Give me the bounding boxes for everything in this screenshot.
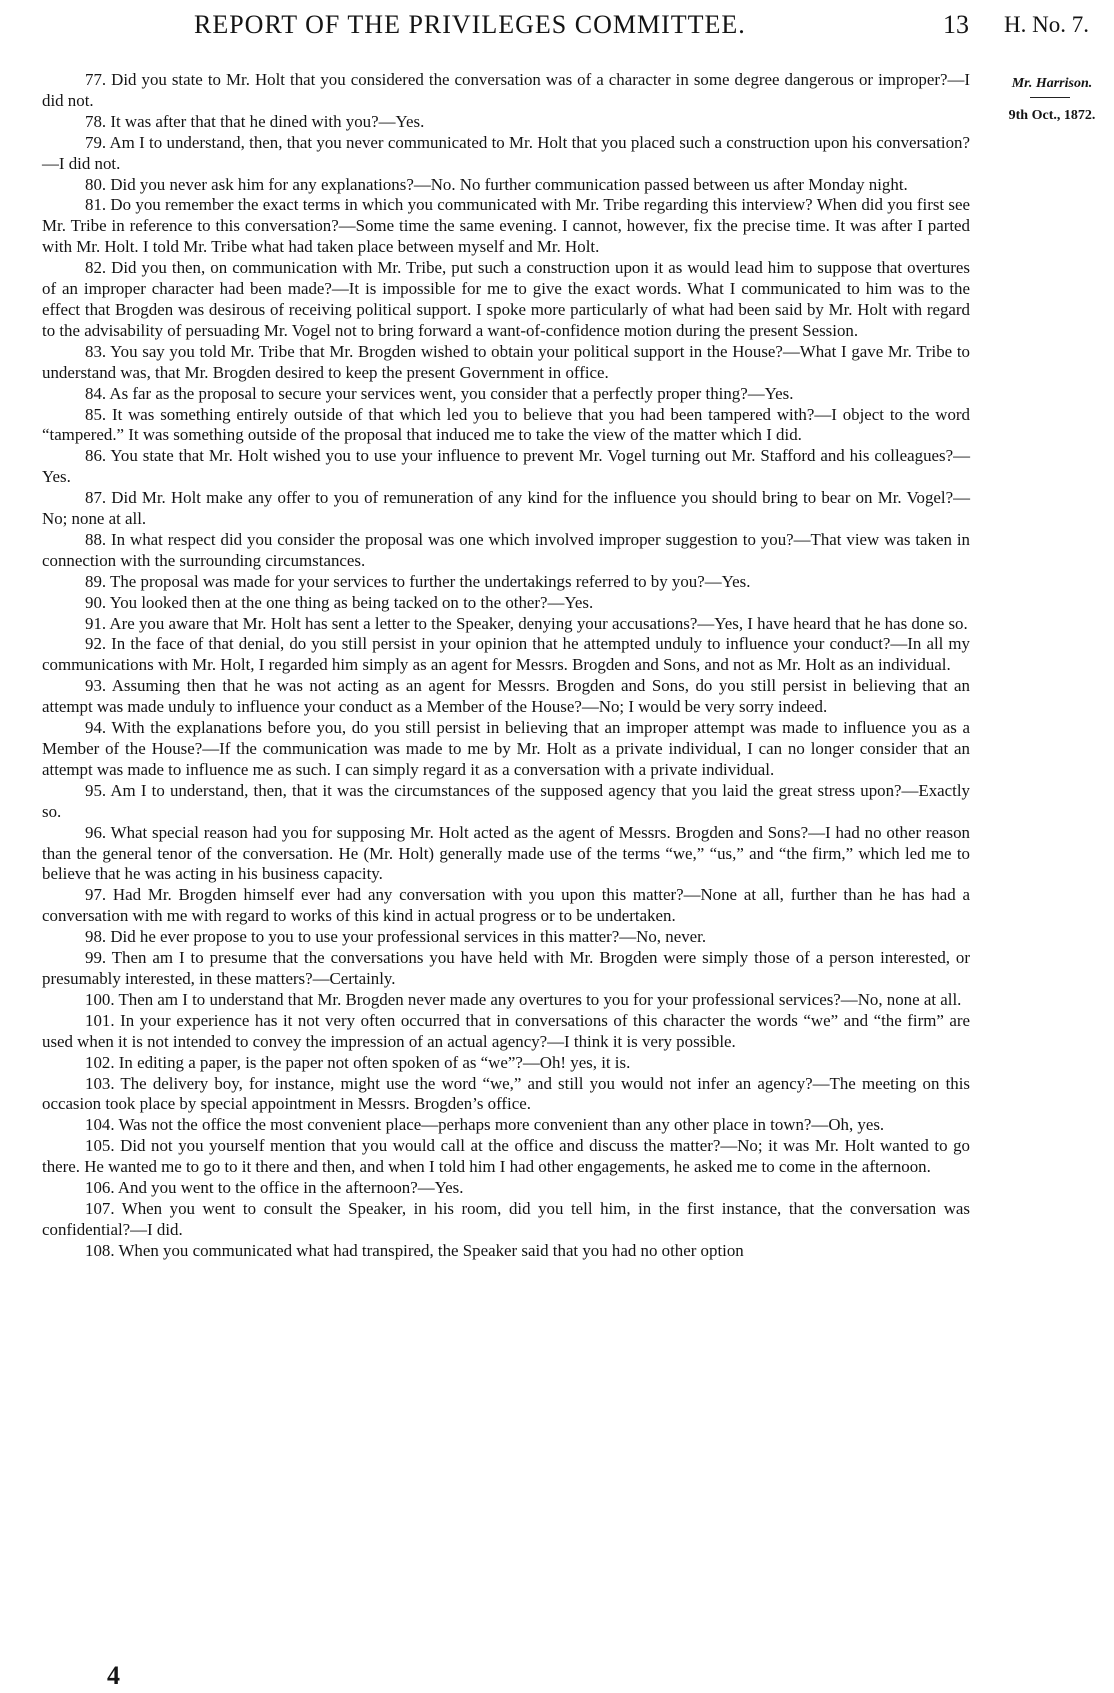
question-paragraph: 100. Then am I to understand that Mr. Brogden never made any overtures to you for your professional services?—No, none at all. xyxy=(85,989,962,1009)
question-paragraph: 82. Did you then, on communication with Mr. Tribe, put such a construction upon it as would lead him to suppose that overtures of an improper character had been made?—It is impossible for me to give the exact words. What I communicated to him was to the effect that Brogden was desirous of receiving political support. I spoke more particularly of what had been said by Mr. Holt with regard to the advisability of persuading Mr. Vogel not to bring forward a want-of-confidence motion during the present Session. xyxy=(42,258,970,340)
question-paragraph: 103. The delivery boy, for instance, might use the word “we,” and still you would not infer an agency?—The meeting on this occasion took place by special appointment in Messrs. Brogden’s office. xyxy=(42,1073,970,1114)
question-paragraph: 93. Assuming then that he was not acting as an agent for Messrs. Brogden and Sons, do you still persist in believing that an attempt was made unduly to influence your conduct as a Member of the House?—No; I would be very sorry indeed. xyxy=(42,676,970,717)
question-paragraph: 85. It was something entirely outside of that which led you to believe that you had been tampered with?—I object to the word “tampered.” It was something outside of the proposal that induced me to take the view of the matter which I did. xyxy=(42,404,970,445)
question-paragraph: 97. Had Mr. Brogden himself ever had any conversation with you upon this matter?—None at all, further than he has had a conversation with me with regard to works of this kind in actual progress or to be undertaken. xyxy=(42,885,970,926)
question-paragraph: 89. The proposal was made for your services to further the undertakings referred to by you?—Yes. xyxy=(85,571,751,591)
question-paragraph: 94. With the explanations before you, do you still persist in believing that an improper attempt was made to influence you as a Member of the House?—If the communication was made to me by Mr. Holt as a private individual, I can no longer consider that an attempt was made to influence me as such. I can simply regard it as a conversation with a private individual. xyxy=(42,718,970,779)
question-paragraph: 79. Am I to understand, then, that you never communicated to Mr. Holt that you placed such a construction upon his conversation?—I did not. xyxy=(42,132,970,173)
page-header xyxy=(0,10,1114,44)
page-number: 13 xyxy=(943,10,969,39)
paper-reference: H. No. 7. xyxy=(1004,12,1089,37)
question-paragraph: 102. In editing a paper, is the paper not often spoken of as “we”?—Oh! yes, it is. xyxy=(85,1052,631,1072)
question-paragraph: 87. Did Mr. Holt make any offer to you of remuneration of any kind for the influence you should bring to bear on Mr. Vogel?—No; none at all. xyxy=(42,488,970,529)
question-paragraph: 91. Are you aware that Mr. Holt has sent a letter to the Speaker, denying your accusations?—Yes, I have heard that he has done so. xyxy=(85,613,968,633)
question-paragraph: 105. Did not you yourself mention that you would call at the office and discuss the matter?—No; it was Mr. Holt wanted to go there. He wanted me to go to it there and then, and when I told him I had other engagements, he asked me to come in the afternoon. xyxy=(42,1136,970,1177)
witness-name: Mr. Harrison. xyxy=(1011,76,1093,91)
question-paragraph: 88. In what respect did you consider the proposal was one which involved improper suggestion to you?—That view was taken in connection with the surrounding circumstances. xyxy=(42,529,970,570)
question-paragraph: 78. It was after that that he dined with you?—Yes. xyxy=(85,111,425,131)
question-paragraph: 106. And you went to the office in the afternoon?—Yes. xyxy=(85,1178,464,1198)
question-paragraph: 107. When you went to consult the Speaker, in his room, did you tell him, in the first instance, that the conversation was confidential?—I did. xyxy=(42,1198,970,1239)
hearing-date: 9th Oct., 1872. xyxy=(1008,108,1096,123)
question-paragraph: 101. In your experience has it not very often occurred that in conversations of this character the words “we” and “the firm” are used when it is not intended to convey the impression of an actual agency?—I think it is very possible. xyxy=(42,1010,970,1051)
question-paragraph: 99. Then am I to presume that the conversations you have held with Mr. Brogden were simply those of a person interested, or presumably interested, in these matters?—Certainly. xyxy=(42,948,970,988)
question-paragraph: 108. When you communicated what had transpired, the Speaker said that you had no other option xyxy=(85,1240,744,1260)
question-paragraph: 104. Was not the office the most convenient place—perhaps more convenient than any other place in town?—Oh, yes. xyxy=(85,1115,885,1135)
question-paragraph: 81. Do you remember the exact terms in which you communicated with Mr. Tribe regarding this interview? When did you first see Mr. Tribe in reference to this conversation?—Some time the same evening. I cannot, however, fix the precise time. It was after I parted with Mr. Holt. I told Mr. Tribe what had taken place between myself and Mr. Holt. xyxy=(42,195,970,257)
question-paragraph: 77. Did you state to Mr. Holt that you considered the conversation was of a character in some degree dangerous or improper?—I did not. xyxy=(42,70,970,110)
page-title: REPORT OF THE PRIVILEGES COMMITTEE. xyxy=(194,10,746,39)
question-paragraph: 90. You looked then at the one thing as being tacked on to the other?—Yes. xyxy=(85,592,594,612)
question-paragraph: 84. As far as the proposal to secure your services went, you consider that a perfectly proper thing?—Yes. xyxy=(85,383,794,403)
signature-mark: 4 xyxy=(107,1661,120,1690)
question-paragraph: 83. You say you told Mr. Tribe that Mr. Brogden wished to obtain your political support in the House?—What I gave Mr. Tribe to understand was, that Mr. Brogden desired to keep the present Government in office. xyxy=(42,341,970,382)
question-paragraph: 95. Am I to understand, then, that it was the circumstances of the supposed agency that you laid the great stress upon?—Exactly so. xyxy=(42,780,970,821)
question-paragraph: 96. What special reason had you for supposing Mr. Holt acted as the agent of Messrs. Brogden and Sons?—I had no other reason than the general tenor of the conversation. He (Mr. Holt) generally made use of the terms “we,” “us,” and “the firm,” which led me to believe that he was acting in his business capacity. xyxy=(42,822,970,884)
sidebar-divider xyxy=(1030,97,1070,98)
question-paragraph: 98. Did he ever propose to you to use your professional services in this matter?—No, never. xyxy=(85,927,707,947)
testimony-body xyxy=(42,70,970,1262)
question-paragraph: 86. You state that Mr. Holt wished you to use your influence to prevent Mr. Vogel turning out Mr. Stafford and his colleagues?—Yes. xyxy=(42,446,970,487)
question-paragraph: 92. In the face of that denial, do you still persist in your opinion that he attempted unduly to influence your conduct?—In all my communications with Mr. Holt, I regarded him simply as an agent for Messrs. Brogden and Sons, and not as Mr. Holt as an individual. xyxy=(42,634,970,675)
question-paragraph: 80. Did you never ask him for any explanations?—No. No further communication passed between us after Monday night. xyxy=(85,174,908,194)
